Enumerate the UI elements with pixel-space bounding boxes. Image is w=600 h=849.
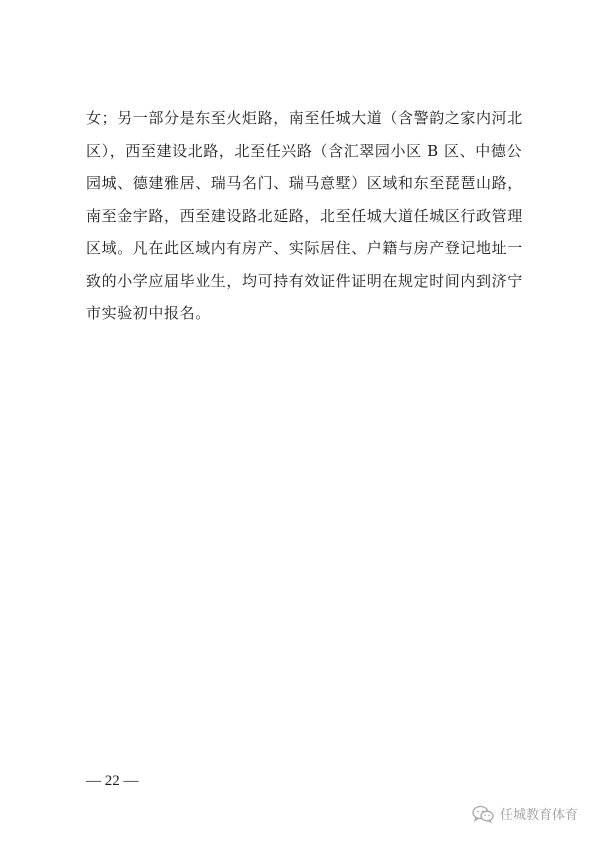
text-line: 南至金宇路，西至建设路北延路，北至任城大道任城区行政管理 (86, 206, 523, 225)
wechat-icon (472, 805, 494, 823)
text-line: 区域。凡在此区域内有房产、实际居住、户籍与房产登记地址一 (86, 239, 523, 257)
body-paragraph (86, 110, 526, 338)
watermark-text: 任城教育体育 (499, 808, 578, 823)
text-line: 园城、德建雅居、瑞马名门、瑞马意墅）区域和东至琵琶山路， (86, 174, 523, 192)
text-line: 市实验初中报名。 (86, 304, 211, 322)
text-line: 女；另一部分是东至火炬路，南至任城大道（含警韵之家内河北 (86, 109, 523, 127)
text-line: 致的小学应届毕业生，均可持有效证件证明在规定时间内到济宁 (86, 271, 523, 290)
page-number: — 22 — (86, 773, 139, 789)
watermark (472, 804, 578, 823)
text-line: 区），西至建设北路，北至任兴路（含汇翠园小区 B 区、中德公 (86, 141, 523, 160)
